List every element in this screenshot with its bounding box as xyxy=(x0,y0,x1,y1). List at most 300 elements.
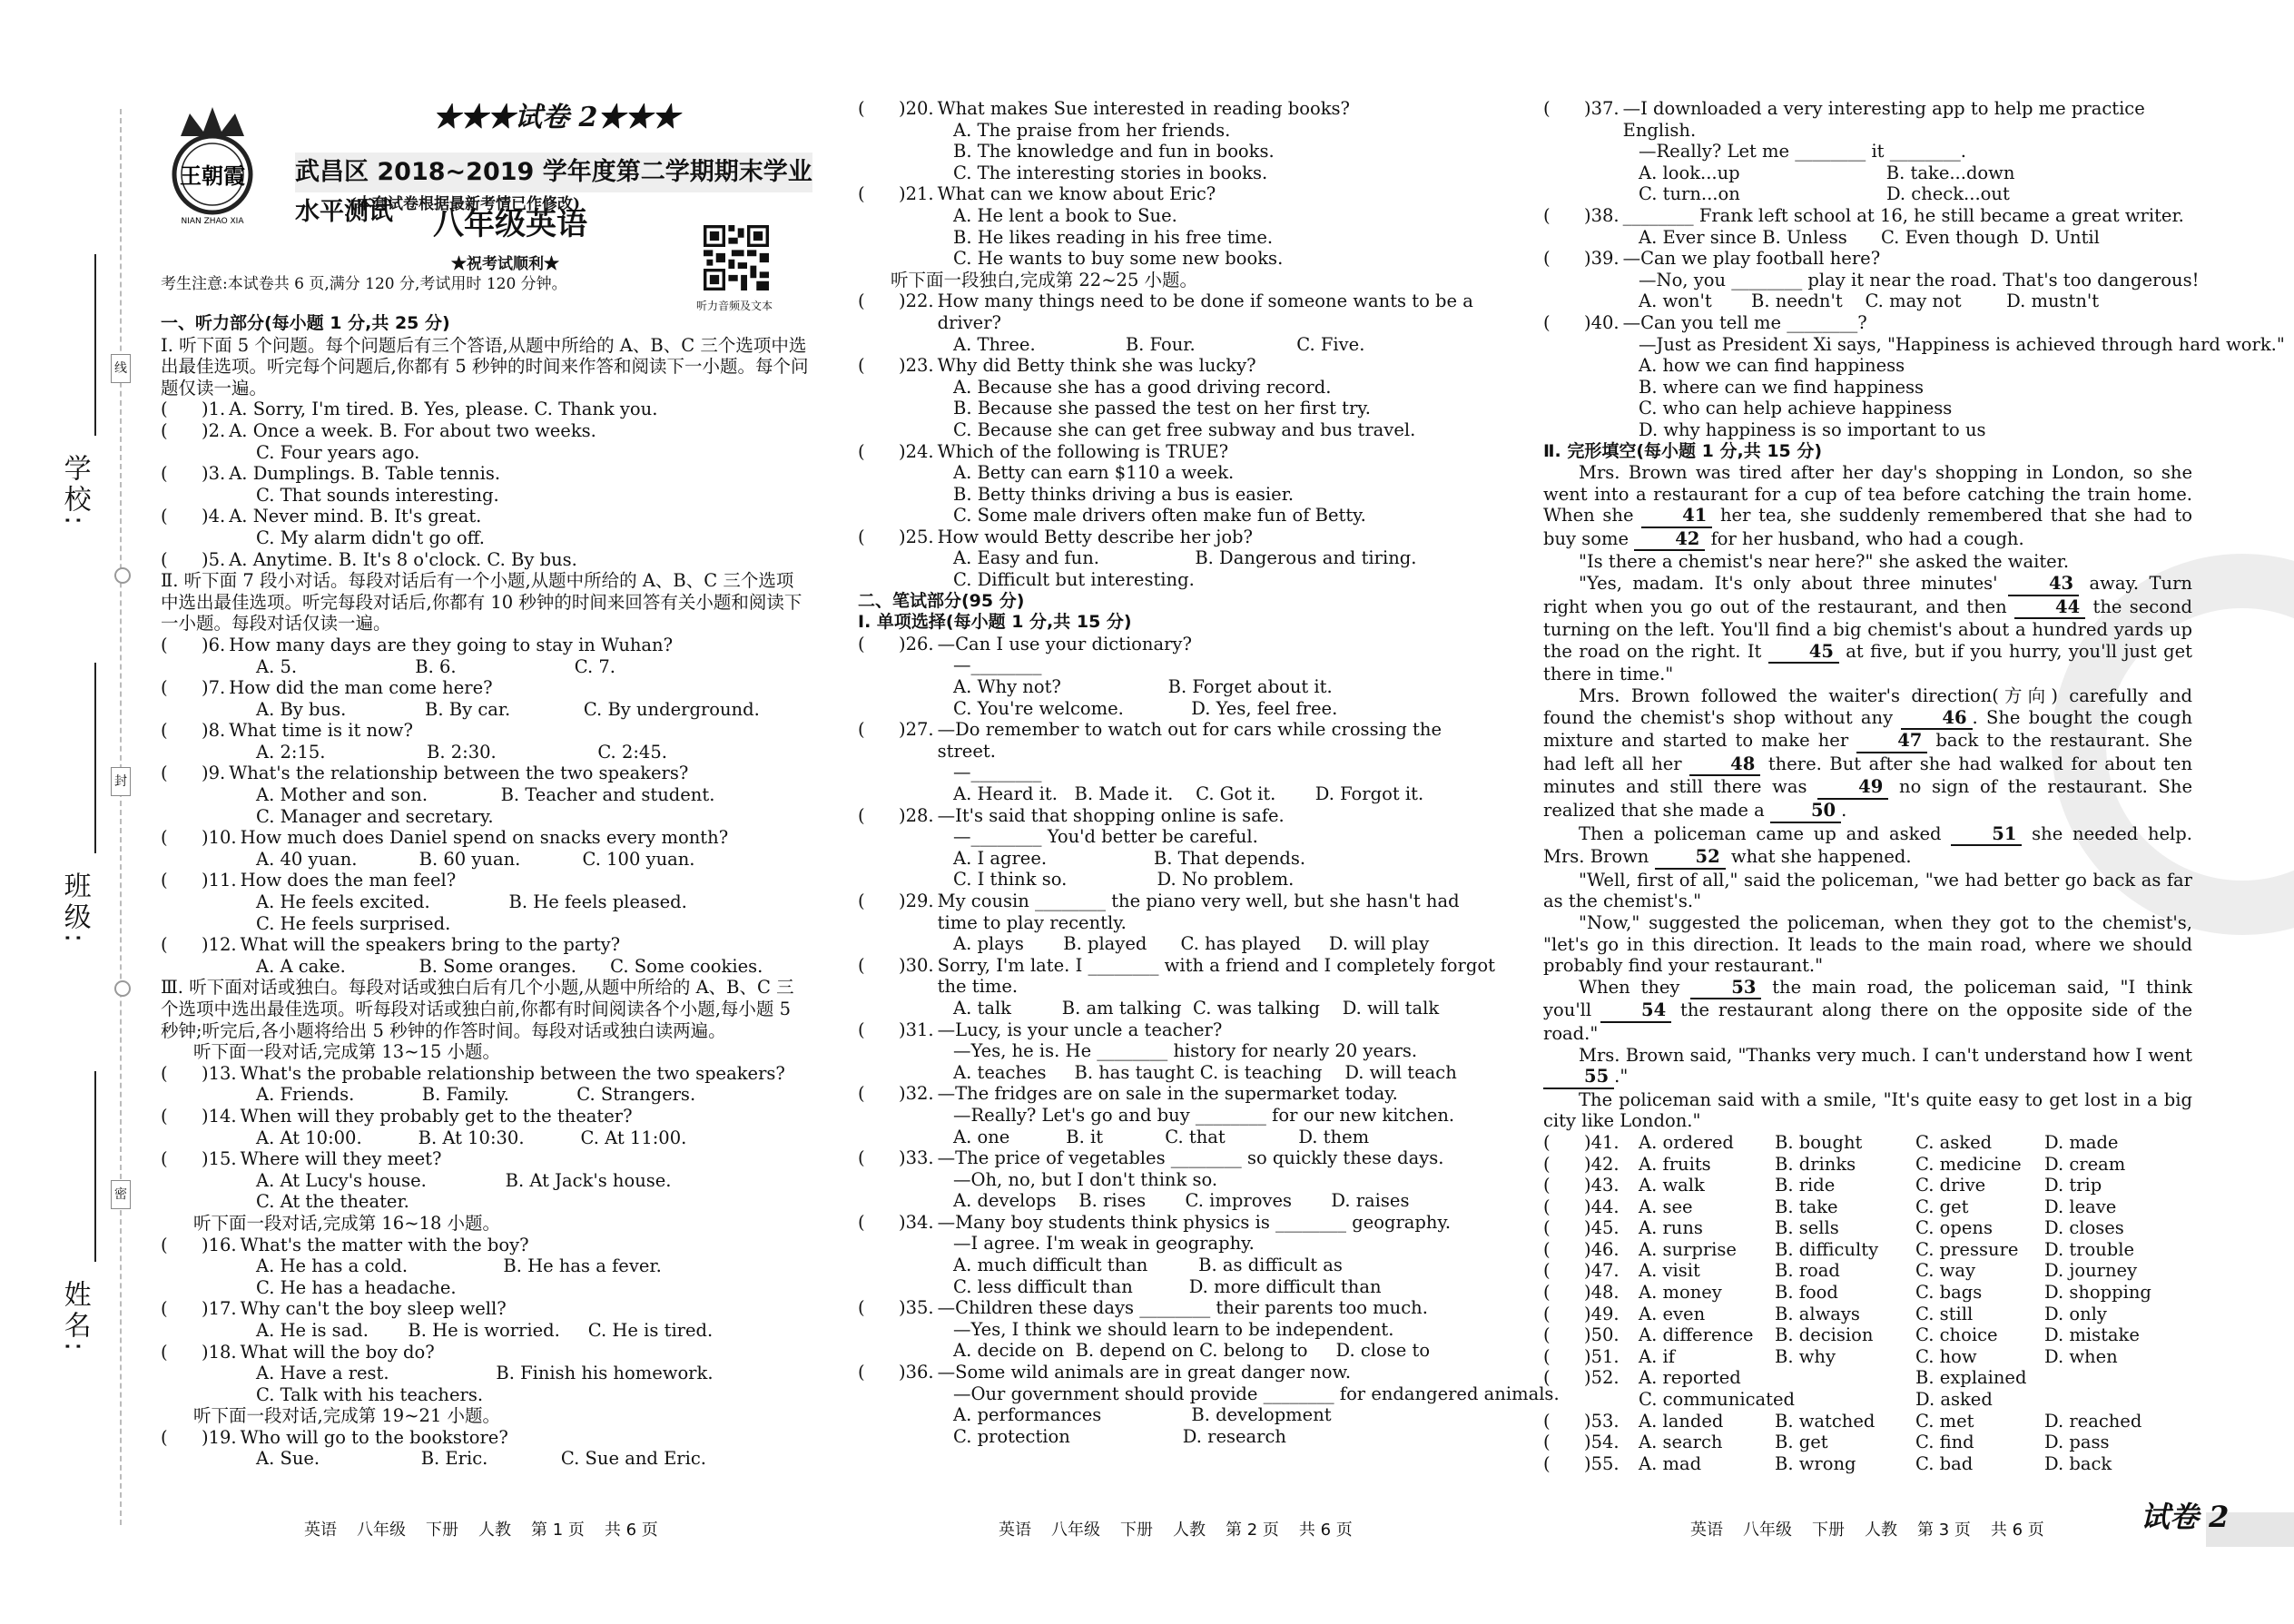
cloze-blank[interactable]: 50 xyxy=(1770,800,1841,823)
question-number: )21. xyxy=(899,183,934,205)
answer-bracket[interactable]: ( xyxy=(1543,204,1551,226)
cloze-blank[interactable]: 52 xyxy=(1655,846,1726,870)
option-choice: C. get xyxy=(1915,1196,1969,1217)
question-item xyxy=(161,399,809,420)
cloze-option-row xyxy=(1543,1324,2192,1346)
answer-bracket[interactable]: ( xyxy=(858,954,865,976)
question-text: What makes Sue interested in reading books? xyxy=(937,98,1350,119)
qr-code-icon[interactable] xyxy=(704,225,769,290)
option-line: A. teaches B. has taught C. is teaching D. will teach xyxy=(953,1061,1457,1083)
option-line: C. protection D. research xyxy=(953,1425,1286,1447)
answer-bracket[interactable]: ( xyxy=(161,1148,168,1170)
option-line: —Our government should provide ________ for endangered animals. xyxy=(953,1383,1560,1404)
cloze-blank[interactable]: 43 xyxy=(2008,573,2079,596)
answer-bracket[interactable]: ( xyxy=(858,1362,865,1383)
question-text: Why can't the boy sleep well? xyxy=(240,1298,507,1320)
option-choice: B. difficulty xyxy=(1775,1238,1879,1260)
question-number: )47. xyxy=(1584,1260,1620,1282)
answer-bracket[interactable]: ( xyxy=(161,506,168,527)
question-number: )32. xyxy=(899,1083,934,1105)
question-text: Sorry, I'm late. I ________ with a friend and I completely forgot the time. xyxy=(937,954,1495,998)
question-text: How much does Daniel spend on snacks every month? xyxy=(240,827,729,849)
question-number: )40. xyxy=(1584,311,1620,333)
question-item xyxy=(161,463,809,485)
option-line: C. The interesting stories in books. xyxy=(953,162,1268,183)
question-item xyxy=(161,1148,809,1170)
option-line: A. The praise from her friends. xyxy=(953,119,1231,141)
option-choice: B. watched xyxy=(1775,1410,1876,1432)
option-line: A. 40 yuan. B. 60 yuan. C. 100 yuan. xyxy=(256,848,695,870)
question-number: )20. xyxy=(899,98,934,119)
instruction-paragraph: Ⅱ. 听下面 7 段小对话。每段对话后有一个小题,从题中所给的 A、B、C 三个选项中选出最佳选项。听完每段对话后,你都有 10 秒钟的时间来回答有关小题和阅读下一小题。每段对话仅读一遍。 xyxy=(161,570,802,635)
cloze-option-row xyxy=(1543,1346,2192,1368)
question-text: —Can you tell me ________? xyxy=(1622,311,1867,333)
option-line: —________ You'd better be careful. xyxy=(953,826,1258,848)
option-line: A. much difficult than B. as difficult as xyxy=(953,1255,1343,1276)
question-text: What's the matter with the boy? xyxy=(240,1234,529,1255)
question-text: —The price of vegetables ________ so quickly these days. xyxy=(937,1147,1444,1169)
question-item xyxy=(161,1342,809,1363)
option-choice: A. money xyxy=(1639,1282,1722,1304)
cloze-blank[interactable]: 49 xyxy=(1817,776,1888,800)
answer-bracket[interactable]: ( xyxy=(1543,1345,1551,1367)
answer-bracket[interactable]: ( xyxy=(858,804,865,826)
answer-bracket[interactable]: ( xyxy=(1543,1153,1551,1175)
option-line: A. Friends. B. Family. C. Strangers. xyxy=(256,1084,696,1106)
question-text: —Some wild animals are in great danger now. xyxy=(937,1362,1352,1383)
footer-page-2: 英语 八年级 下册 人教 第 2 页 共 6 页 xyxy=(999,1521,1353,1540)
answer-bracket[interactable]: ( xyxy=(161,720,168,742)
answer-bracket[interactable]: ( xyxy=(161,677,168,699)
question-number: )27. xyxy=(899,719,934,741)
option-line: A. He lent a book to Sue. xyxy=(953,204,1177,226)
question-number: )37. xyxy=(1584,98,1620,119)
question-number: )53. xyxy=(1584,1410,1620,1432)
option-line: A. Sue. B. Eric. C. Sue and Eric. xyxy=(256,1448,706,1470)
answer-bracket[interactable]: ( xyxy=(1543,1175,1551,1196)
option-line: A. Mother and son. B. Teacher and student. xyxy=(256,784,715,806)
option-line: B. He likes reading in his free time. xyxy=(953,226,1274,248)
option-choice: C. bad xyxy=(1915,1452,1974,1474)
option-choice xyxy=(2044,1389,2171,1411)
question-item xyxy=(1543,98,2192,141)
cloze-option-row xyxy=(1543,1367,2192,1389)
answer-bracket[interactable]: ( xyxy=(161,763,168,784)
class-line xyxy=(94,663,96,853)
school-label: 学校: xyxy=(58,454,91,529)
option-line: C. Four years ago. xyxy=(256,441,420,463)
hole-1 xyxy=(114,567,131,584)
option-choice: B. ride xyxy=(1775,1175,1836,1196)
question-number: )23. xyxy=(899,355,934,377)
question-number: )34. xyxy=(899,1211,934,1233)
answer-bracket[interactable]: ( xyxy=(161,419,168,441)
answer-bracket[interactable]: ( xyxy=(858,1297,865,1319)
cloze-blank[interactable]: 42 xyxy=(1634,528,1705,552)
question-text: Which of the following is TRUE? xyxy=(937,440,1229,462)
cloze-option-row xyxy=(1543,1453,2192,1475)
question-text: Who will go to the bookstore? xyxy=(240,1426,508,1448)
option-choice: D. back xyxy=(2044,1452,2112,1474)
option-choice: C. find xyxy=(1915,1432,1974,1453)
option-line: A. He is sad. B. He is worried. C. He is tired. xyxy=(256,1319,714,1341)
answer-bracket[interactable]: ( xyxy=(858,98,865,119)
option-choice: C. medicine xyxy=(1915,1153,2022,1175)
option-choice: A. search xyxy=(1639,1432,1723,1453)
cloze-blank[interactable]: 46 xyxy=(1901,707,1972,731)
answer-bracket[interactable]: ( xyxy=(858,355,865,377)
answer-bracket[interactable]: ( xyxy=(1543,1452,1551,1474)
answer-bracket[interactable]: ( xyxy=(858,1211,865,1233)
option-line: C. Some male drivers often make fun of Betty. xyxy=(953,505,1366,527)
option-choice: C. still xyxy=(1915,1303,1974,1324)
question-text: What will the speakers bring to the party? xyxy=(240,934,621,956)
option-choice: D. trip xyxy=(2044,1175,2102,1196)
cloze-blank[interactable]: 55 xyxy=(1543,1066,1614,1089)
question-text: A. Sorry, I'm tired. B. Yes, please. C. Thank you. xyxy=(229,399,658,420)
answer-bracket[interactable]: ( xyxy=(161,1426,168,1448)
question-number: )30. xyxy=(899,954,934,976)
option-line: A. Ever since B. Unless C. Even though D. Until xyxy=(1639,226,2100,248)
single-choice-continued xyxy=(1543,98,2285,462)
option-line: A. talk B. am talking C. was talking D. will talk xyxy=(953,997,1440,1019)
cloze-paragraph: "Well, first of all," said the policeman, "we had better go back as far as the chemist's." xyxy=(1543,869,2192,912)
question-item xyxy=(161,1298,809,1320)
cloze-paragraph: Then a policeman came up and asked 51 she needed help. Mrs. Brown 52 what she happened. xyxy=(1543,823,2192,870)
answer-bracket[interactable]: ( xyxy=(1543,1196,1551,1217)
question-number: )24. xyxy=(899,440,934,462)
answer-bracket[interactable]: ( xyxy=(858,440,865,462)
question-text: How does the man feel? xyxy=(240,870,457,891)
question-item xyxy=(161,763,809,784)
question-number: )14. xyxy=(202,1105,237,1127)
answer-bracket[interactable]: ( xyxy=(161,934,168,956)
answer-bracket[interactable]: ( xyxy=(1543,1367,1551,1389)
answer-bracket[interactable]: ( xyxy=(161,399,168,420)
option-line: B. The knowledge and fun in books. xyxy=(953,141,1275,162)
question-item xyxy=(161,1063,809,1085)
option-choice: D. shopping xyxy=(2044,1282,2151,1304)
instruction-line: 听下面一段对话,完成第 16~18 小题。 xyxy=(193,1212,501,1234)
question-number: )41. xyxy=(1584,1131,1620,1153)
option-line: —Really? Let's go and buy ________ for our new kitchen. xyxy=(953,1104,1455,1126)
binding-margin xyxy=(0,0,159,1624)
answer-bracket[interactable]: ( xyxy=(161,827,168,849)
option-choice: D. leave xyxy=(2044,1196,2117,1217)
question-text: A. Once a week. B. For about two weeks. xyxy=(229,419,596,441)
hole-2 xyxy=(114,980,131,997)
option-choice: C. choice xyxy=(1915,1324,1998,1346)
question-item xyxy=(858,1019,1504,1041)
question-text: When will they probably get to the theater? xyxy=(240,1105,633,1127)
cloze-blank[interactable]: 44 xyxy=(2014,596,2085,620)
answer-bracket[interactable]: ( xyxy=(858,1019,865,1040)
cloze-option-row xyxy=(1543,1304,2192,1325)
question-item xyxy=(161,506,809,527)
option-line: A. Betty can earn $110 a week. xyxy=(953,462,1235,484)
answer-bracket[interactable]: ( xyxy=(1543,248,1551,270)
section-heading: 二、笔试部分(95 分) xyxy=(858,590,1025,611)
cloze-blank[interactable]: 48 xyxy=(1689,753,1760,777)
cloze-blank[interactable]: 45 xyxy=(1768,641,1839,664)
question-item xyxy=(858,527,1504,548)
option-line: A. plays B. played C. has played D. will play xyxy=(953,933,1430,955)
question-item xyxy=(161,1106,809,1127)
option-line: C. Talk with his teachers. xyxy=(256,1383,484,1405)
option-line: C. Difficult but interesting. xyxy=(953,569,1195,591)
answer-bracket[interactable]: ( xyxy=(858,719,865,741)
answer-bracket[interactable]: ( xyxy=(1543,311,1551,333)
option-line: —No, you ________ play it near the road. That's too dangerous! xyxy=(1639,269,2200,290)
option-line: —Yes, I think we should learn to be independent. xyxy=(953,1318,1394,1340)
question-number: )44. xyxy=(1584,1196,1620,1217)
page-2-column xyxy=(858,98,1560,1447)
instruction-paragraph: Ⅲ. 听下面对话或独白。每段对话或独白后有几个小题,从题中所给的 A、B、C 三个选项中选出最佳选项。听每段对话或独白前,你都有时间阅读各个小题,每小题 5 秒钟;听完后,各小题将给出 5 秒钟的作答时间。每段对话或独白读两遍。 xyxy=(161,977,794,1041)
question-number: )15. xyxy=(202,1148,237,1170)
instruction-line: 听下面一段对话,完成第 13~15 小题。 xyxy=(193,1041,501,1063)
class-label: 班级: xyxy=(58,871,91,947)
option-choice: C. bags xyxy=(1915,1282,1983,1304)
cloze-blank[interactable]: 54 xyxy=(1600,999,1671,1023)
option-choice: A. landed xyxy=(1639,1410,1724,1432)
option-line: A. He feels excited. B. He feels pleased. xyxy=(256,891,687,913)
option-line: C. At the theater. xyxy=(256,1191,409,1213)
answer-bracket[interactable]: ( xyxy=(1543,1432,1551,1453)
option-choice: A. surprise xyxy=(1639,1238,1737,1260)
option-choice: D. only xyxy=(2044,1303,2107,1324)
option-choice: C. met xyxy=(1915,1410,1974,1432)
answer-bracket[interactable]: ( xyxy=(161,1105,168,1127)
option-line: A. Because she has a good driving record. xyxy=(953,376,1332,398)
cloze-paragraph: "Yes, madam. It's only about three minutes' 43 away. Turn right when you go out of the restaurant, and then 44 the second turning on the left. You'll find a big chemist's about a hundred yards up the road on the right. It 45 at five, but if you hurry, you'll just get there in time." xyxy=(1543,573,2192,685)
answer-bracket[interactable]: ( xyxy=(858,890,865,911)
question-number: )9. xyxy=(202,763,226,784)
question-item xyxy=(858,1147,1504,1169)
option-choice: D. journey xyxy=(2044,1260,2138,1282)
option-choice: C. asked xyxy=(1915,1131,1993,1153)
option-choice: B. road xyxy=(1775,1260,1840,1282)
seal-mark-1: 线 xyxy=(111,354,131,383)
cloze-blank[interactable]: 41 xyxy=(1641,505,1712,528)
question-text: My cousin ________ the piano very well, but she hasn't had time to play recently. xyxy=(937,890,1460,933)
option-line: C. less difficult than D. more difficult than xyxy=(953,1275,1382,1297)
option-choice: A. reported xyxy=(1639,1367,1741,1389)
question-number: )6. xyxy=(202,634,226,655)
cut-line xyxy=(120,109,122,1525)
cloze-paragraph: Mrs. Brown was tired after her day's shopping in London, so she went into a restaurant for a cup of tea before catching the train home. When she 41 her tea, she suddenly remembered that she had to buy some 42 for her husband, who had a cough. xyxy=(1543,462,2192,551)
question-number: )18. xyxy=(202,1341,237,1363)
option-choice: B. why xyxy=(1775,1345,1836,1367)
option-choice: C. opens xyxy=(1915,1217,1993,1239)
question-item xyxy=(858,1212,1504,1234)
school-line xyxy=(94,254,96,436)
answer-bracket[interactable]: ( xyxy=(161,1341,168,1363)
qr-caption: 听力音频及文本 xyxy=(696,300,773,312)
answer-bracket[interactable]: ( xyxy=(1543,1410,1551,1432)
cloze-option-row xyxy=(1543,1282,2192,1304)
question-text: What's the probable relationship between the two speakers? xyxy=(240,1062,785,1084)
question-item xyxy=(161,827,809,849)
cloze-blank[interactable]: 53 xyxy=(1690,977,1761,1000)
option-line: A. 2:15. B. 2:30. C. 2:45. xyxy=(256,741,667,763)
question-number: )26. xyxy=(899,633,934,655)
answer-bracket[interactable]: ( xyxy=(1543,98,1551,119)
answer-bracket[interactable]: ( xyxy=(858,1083,865,1105)
seal-mark-2: 封 xyxy=(111,767,131,796)
cloze-option-row xyxy=(1543,1432,2192,1453)
question-number: )54. xyxy=(1584,1432,1620,1453)
answer-bracket[interactable]: ( xyxy=(858,526,865,547)
answer-bracket[interactable]: ( xyxy=(1543,1238,1551,1260)
option-line: A. A cake. B. Some oranges. C. Some cookies. xyxy=(256,955,763,977)
question-number: )1. xyxy=(202,399,226,420)
question-number: )12. xyxy=(202,934,237,956)
answer-bracket[interactable]: ( xyxy=(1543,1260,1551,1282)
question-item xyxy=(858,1362,1504,1383)
question-text: How did the man come here? xyxy=(229,677,493,699)
question-item xyxy=(858,290,1504,333)
question-number: )19. xyxy=(202,1426,237,1448)
option-line: C. You're welcome. D. Yes, feel free. xyxy=(953,697,1338,719)
answer-bracket[interactable]: ( xyxy=(858,633,865,655)
cloze-blank[interactable]: 47 xyxy=(1856,730,1927,753)
answer-bracket[interactable]: ( xyxy=(161,1234,168,1255)
cloze-option-row xyxy=(1543,1132,2192,1154)
option-line: A. how we can find happiness xyxy=(1639,355,1905,377)
logo-text: 王朝霞 xyxy=(180,162,245,189)
option-line: A. one B. it C. that D. them xyxy=(953,1126,1370,1147)
option-choice: B. always xyxy=(1775,1303,1860,1324)
option-line: C. turn...on D. check...out xyxy=(1639,183,2010,205)
option-choice: B. bought xyxy=(1775,1131,1863,1153)
subject-title: 八年级英语 xyxy=(433,206,587,242)
answer-bracket[interactable]: ( xyxy=(858,183,865,205)
option-line: A. won't B. needn't C. may not D. mustn't xyxy=(1639,290,2100,312)
answer-bracket[interactable]: ( xyxy=(1543,1217,1551,1239)
instruction-line: 听下面一段独白,完成第 22~25 小题。 xyxy=(891,269,1198,290)
option-line: B. where can we find happiness xyxy=(1639,376,1925,398)
cloze-blank[interactable]: 51 xyxy=(1951,823,2022,847)
question-number: )35. xyxy=(899,1297,934,1319)
option-choice: B. sells xyxy=(1775,1217,1839,1239)
cloze-option-row xyxy=(1543,1239,2192,1261)
option-choice: A. ordered xyxy=(1639,1131,1734,1153)
question-text: How many things need to be done if someone wants to be a driver? xyxy=(937,290,1473,333)
question-item xyxy=(858,955,1504,998)
exam-note: (本套试卷根据最新考情已作修改) xyxy=(350,195,581,213)
question-item xyxy=(858,634,1504,655)
option-choice: C. how xyxy=(1915,1345,1977,1367)
option-choice xyxy=(2044,1367,2171,1389)
option-line: B. Because she passed the test on her first try. xyxy=(953,398,1371,419)
answer-bracket[interactable]: ( xyxy=(1543,1324,1551,1346)
option-line: A. At Lucy's house. B. At Jack's house. xyxy=(256,1169,672,1191)
answer-bracket[interactable]: ( xyxy=(161,1298,168,1320)
question-text: What time is it now? xyxy=(229,720,413,742)
good-luck-text: ★祝考试顺利★ xyxy=(451,255,559,273)
question-item xyxy=(161,677,809,699)
question-item xyxy=(161,870,809,891)
option-choice: A. difference xyxy=(1639,1324,1754,1346)
question-text: —Do remember to watch out for cars while crossing the street. xyxy=(937,719,1442,762)
option-line: A. 5. B. 6. C. 7. xyxy=(256,655,615,677)
cloze-options xyxy=(1543,1132,2192,1475)
answer-bracket[interactable]: ( xyxy=(161,548,168,570)
question-text: How would Betty describe her job? xyxy=(937,526,1253,547)
question-text: —The fridges are on sale in the supermarket today. xyxy=(937,1083,1398,1105)
question-text: —I downloaded a very interesting app to help me practice English. xyxy=(1622,98,2145,141)
question-item xyxy=(161,1427,809,1449)
cloze-paragraph: The policeman said with a smile, "It's quite easy to get lost in a big city like London." xyxy=(1543,1088,2192,1132)
option-choice: B. explained xyxy=(1915,1367,2027,1389)
answer-bracket[interactable]: ( xyxy=(161,463,168,485)
cloze-paragraph: "Is there a chemist's near here?" she asked the waiter. xyxy=(1579,551,2070,573)
option-line: —________ xyxy=(953,655,1042,676)
question-item xyxy=(161,1235,809,1256)
option-line: C. My alarm didn't go off. xyxy=(256,527,485,548)
answer-bracket[interactable]: ( xyxy=(858,290,865,312)
cloze-option-row xyxy=(1543,1175,2192,1196)
answer-bracket xyxy=(1543,1389,1584,1411)
option-choice: A. mad xyxy=(1639,1452,1702,1474)
option-line: A. decide on B. depend on C. belong to D. close to xyxy=(953,1340,1431,1362)
question-item xyxy=(858,1297,1504,1319)
question-item xyxy=(161,549,809,571)
option-line: C. Because she can get free subway and bus travel. xyxy=(953,418,1416,440)
option-line: A. develops B. rises C. improves D. raises xyxy=(953,1190,1410,1212)
option-line: C. That sounds interesting. xyxy=(256,484,499,506)
cloze-paragraph: Mrs. Brown said, "Thanks very much. I can't understand how I went 55 ." xyxy=(1543,1045,2192,1089)
question-number: )39. xyxy=(1584,248,1620,270)
section-heading: Ⅰ. 单项选择(每小题 1 分,共 15 分) xyxy=(858,612,1132,633)
question-number: )2. xyxy=(202,419,226,441)
question-text: —Children these days ________ their parents too much. xyxy=(937,1297,1428,1319)
option-choice: D. asked xyxy=(1915,1389,1993,1411)
section-heading: 一、听力部分(每小题 1 分,共 25 分) xyxy=(161,313,450,333)
option-line: A. Why not? B. Forget about it. xyxy=(953,676,1333,698)
answer-bracket[interactable]: ( xyxy=(1543,1303,1551,1324)
option-line: A. Have a rest. B. Finish his homework. xyxy=(256,1363,714,1384)
question-text: What will the boy do? xyxy=(240,1341,435,1363)
question-text: A. Dumplings. B. Table tennis. xyxy=(229,463,501,485)
answer-bracket[interactable]: ( xyxy=(1543,1282,1551,1304)
page-1-column xyxy=(161,313,809,1470)
question-number: )11. xyxy=(202,870,237,891)
question-number: )50. xyxy=(1584,1324,1620,1346)
option-choice: B. take xyxy=(1775,1196,1838,1217)
cloze-option-row xyxy=(1543,1389,2192,1411)
answer-bracket[interactable]: ( xyxy=(161,1062,168,1084)
question-item xyxy=(1543,205,2192,227)
option-line: C. who can help achieve happiness xyxy=(1639,398,1953,419)
option-line: A. He has a cold. B. He has a fever. xyxy=(256,1255,662,1277)
answer-bracket[interactable]: ( xyxy=(1543,1131,1551,1153)
question-item xyxy=(858,441,1504,463)
option-choice xyxy=(1775,1389,1915,1411)
question-text: What's the relationship between the two speakers? xyxy=(229,763,689,784)
option-line: —Just as President Xi says, "Happiness is achieved through hard work." xyxy=(1639,333,2285,355)
question-text: ________ Frank left school at 16, he still became a great writer. xyxy=(1622,204,2184,226)
option-choice: D. closes xyxy=(2044,1217,2124,1239)
question-number: )45. xyxy=(1584,1217,1620,1239)
answer-bracket[interactable]: ( xyxy=(858,1147,865,1169)
answer-bracket[interactable]: ( xyxy=(161,870,168,891)
option-line: D. why happiness is so important to us xyxy=(1639,418,1986,440)
cloze-paragraph: Mrs. Brown followed the waiter's direction(方向) carefully and found the chemist's shop without any 46 . She bought the cough mixture and started to make her 47 back to the restaurant. She had left all her 48 there. But after she had walked for about ten minutes and still there was 49 no sign of the restaurant. She realized that she made a 50 . xyxy=(1543,685,2192,823)
answer-bracket[interactable]: ( xyxy=(161,634,168,655)
question-text: —Can we play football here? xyxy=(1622,248,1881,270)
option-choice: D. pass xyxy=(2044,1432,2110,1453)
